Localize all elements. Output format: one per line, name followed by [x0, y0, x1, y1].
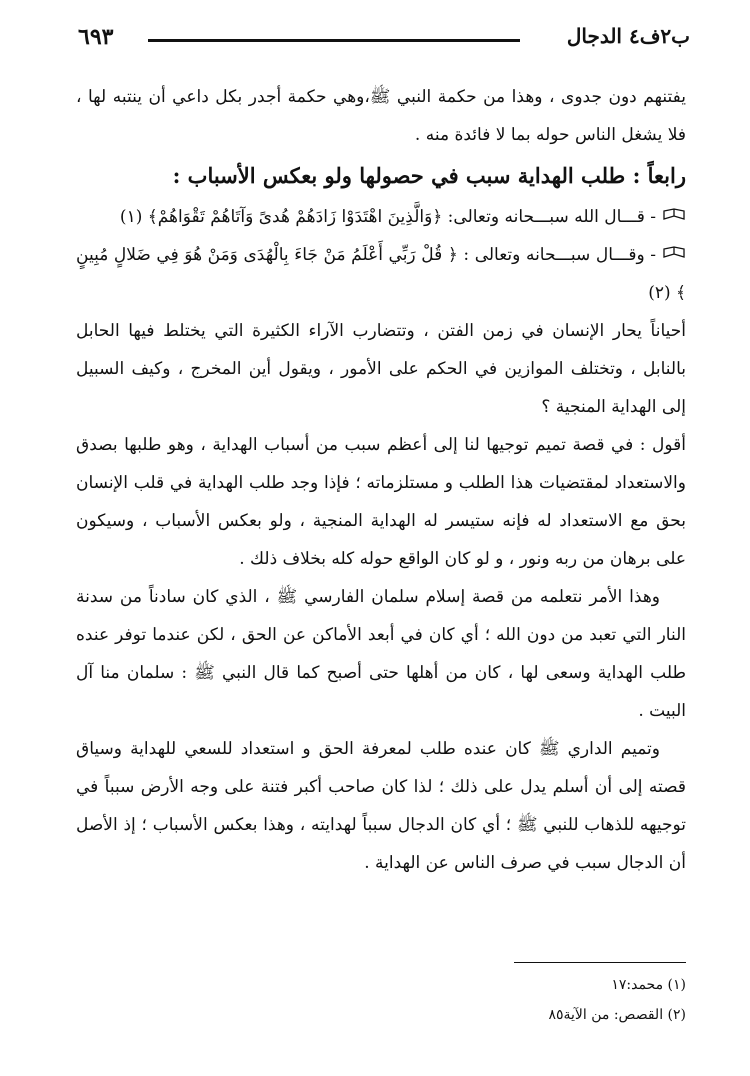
footnote-1: (١) محمد:١٧	[611, 977, 686, 993]
footnotes	[76, 970, 686, 1030]
verse-1	[76, 198, 686, 236]
footnote-rule	[514, 962, 686, 963]
paragraph-1: يفتنهم دون جدوى ، وهذا من حكمة النبي ﷺ،وهي حكمة أجدر بكل داعي أن ينتبه لها ، فلا يشغل الناس حوله بما لا فائدة منه .	[76, 87, 686, 145]
paragraph-2: أحياناً يحار الإنسان في زمن الفتن ، وتتضارب الآراء الكثيرة التي يختلط فيها الحابل بالنابل ، وتختلف الموازين في الحكم على الأمور ، ويقول أين المخرج ، وكيف السبيل إلى الهداية المنجية ؟	[76, 321, 686, 417]
header-rule	[148, 39, 520, 42]
footnote-2: (٢) القصص: من الآية٨٥	[548, 1007, 686, 1023]
book-icon	[662, 198, 686, 236]
paragraph-4: وهذا الأمر نتعلمه من قصة إسلام سلمان الفارسي ﷺ ، الذي كان سادناً من سدنة النار التي تعبد من دون الله ؛ أي كان في أبعد الأماكن عن الحق ، لكن عندما توفر عنده طلب الهداية وسعى لها ، كان من أهلها حتى أصبح كما قال النبي ﷺ : سلمان منا آل البيت .	[76, 587, 686, 721]
page-number: ٦٩٣	[78, 24, 114, 50]
section-heading: رابعاً : طلب الهداية سبب في حصولها ولو بعكس الأسباب :	[172, 163, 686, 188]
chapter-label: ب٢ف٤ الدجال	[566, 24, 690, 48]
page-header	[78, 24, 690, 58]
paragraph-5: وتميم الداري ﷺ كان عنده طلب لمعرفة الحق و استعداد للسعي للهداية وسياق قصته إلى أن أسلم يدل على ذلك ؛ لذا كان صاحب أكبر فتنة على وجه الأرض سبباً في توجيهه للذهاب للنبي ﷺ ؛ أي كان الدجال سبباً لهدايته ، وهذا بعكس الأسباب ؛ إذ الأصل أن الدجال سبب في صرف الناس عن الهداية .	[76, 739, 686, 873]
page-body	[76, 78, 686, 882]
paragraph-3: أقول : في قصة تميم توجيها لنا إلى أعظم سبب من أسباب الهداية ، وهو طلبها بصدق والاستعداد لمقتضيات هذا الطلب و مستلزماته ؛ فإذا وجد طلب الهداية في قلب الإنسان بحق مع الاستعداد له فإنه ستيسر له الهداية المنجية ، ولو بعكس الأسباب ، وسيكون على برهان من ربه ونور ، و لو كان الواقع حوله كله بخلاف ذلك .	[76, 435, 686, 569]
verse-2	[76, 236, 686, 312]
book-icon	[662, 236, 686, 274]
verse-1-text: - قـــال الله سبـــحانه وتعالى: ﴿وَالَّذِينَ اهْتَدَوْا زَادَهُمْ هُدىً وَآتَاهُمْ تَقْوَاهُمْ﴾ (١)	[119, 207, 656, 227]
verse-2-text: - وقـــال سبـــحانه وتعالى : ﴿ قُلْ رَبِّي أَعْلَمُ مَنْ جَاءَ بِالْهُدَى وَمَنْ هُوَ فِي ضَلالٍ مُبِينٍ ﴾ (٢)	[76, 245, 686, 303]
